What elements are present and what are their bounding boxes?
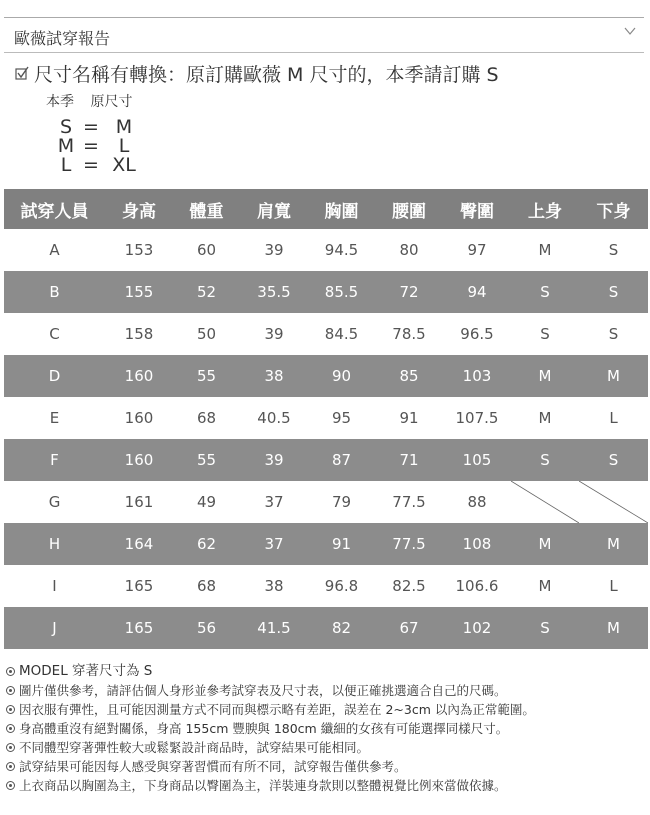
table-cell: 39: [240, 439, 308, 481]
table-cell: 37: [240, 523, 308, 565]
equals-sign: =: [83, 116, 99, 138]
chevron-down-icon[interactable]: [624, 24, 636, 40]
table-cell: 78.5: [392, 325, 426, 343]
table-cell: 107.5: [455, 409, 499, 427]
table-row: [4, 313, 648, 355]
current-size: S: [59, 116, 73, 138]
table-cell: 94: [443, 271, 511, 313]
table-cell: D: [4, 355, 105, 397]
notes-list: [6, 662, 535, 795]
table-cell: 158: [124, 325, 154, 343]
col-header-tester: 試穿人員: [4, 189, 105, 229]
conversion-map: [54, 118, 144, 175]
table-cell: 164: [105, 523, 173, 565]
table-cell: 77.5: [392, 493, 426, 511]
col-header-bust: 胸圍: [308, 189, 375, 229]
note-text: 圖片僅供參考，請評估個人身形並參考試穿表及尺寸表，以便正確挑選適合自己的尺碼。: [19, 683, 507, 698]
table-cell: 97: [467, 241, 487, 259]
bullet-icon: [6, 762, 15, 771]
size-change-notice: [14, 60, 499, 87]
table-cell: S: [540, 325, 550, 343]
conversion-row: [54, 156, 144, 175]
table-cell: M: [538, 577, 552, 595]
table-cell: 38: [240, 355, 308, 397]
table-cell: S: [608, 325, 619, 343]
empty-cell-slash: [579, 481, 648, 523]
col-header-bottom-size: 下身: [579, 189, 648, 229]
table-cell: 37: [264, 493, 284, 511]
table-cell: 67: [375, 607, 443, 649]
equals-sign: =: [83, 154, 99, 176]
report-header[interactable]: [4, 17, 644, 53]
table-cell: 38: [264, 577, 284, 595]
table-cell: 80: [399, 241, 419, 259]
note-text: 試穿結果可能因每人感受與穿著習慣而有所不同，試穿報告僅供參考。: [19, 759, 407, 774]
table-row: [4, 355, 648, 397]
table-cell: M: [511, 355, 579, 397]
table-cell: A: [49, 241, 60, 259]
table-cell: 160: [105, 355, 173, 397]
table-cell: S: [511, 439, 579, 481]
table-cell: 96.5: [460, 325, 494, 343]
table-cell: 49: [196, 493, 217, 511]
table-cell: 95: [331, 409, 352, 427]
col-header-waist: 腰圍: [375, 189, 443, 229]
table-cell: L: [609, 577, 618, 595]
table-cell: S: [511, 607, 579, 649]
col-header-hip: 臀圍: [443, 189, 511, 229]
table-cell: 108: [443, 523, 511, 565]
table-cell: M: [511, 523, 579, 565]
table-row: [4, 607, 648, 649]
current-size: L: [60, 154, 72, 176]
table-cell: 88: [467, 493, 487, 511]
col-header-shoulder: 肩寬: [240, 189, 308, 229]
table-cell: 50: [196, 325, 217, 343]
note-text: MODEL 穿著尺寸為 S: [19, 663, 153, 679]
table-cell: 55: [173, 355, 240, 397]
table-cell: M: [579, 355, 648, 397]
col-header-weight: 體重: [173, 189, 240, 229]
fitting-report-table: [4, 189, 648, 649]
table-cell: 39: [264, 241, 284, 259]
table-cell: 40.5: [257, 409, 291, 427]
bullet-icon: [6, 705, 15, 714]
table-cell: 161: [124, 493, 154, 511]
note-item: [6, 757, 535, 776]
table-row: [4, 439, 648, 481]
note-item: [6, 662, 535, 681]
table-cell: M: [538, 241, 552, 259]
table-cell: F: [4, 439, 105, 481]
note-item: [6, 681, 535, 700]
note-item: [6, 738, 535, 757]
col-header-top-size: 上身: [511, 189, 579, 229]
table-cell: E: [49, 409, 60, 427]
table-cell: 62: [173, 523, 240, 565]
note-item: [6, 700, 535, 719]
diagonal-line-icon: [511, 481, 579, 523]
original-size: M: [115, 116, 133, 138]
table-cell: 155: [105, 271, 173, 313]
bullet-icon: [6, 667, 15, 676]
col-header-height: 身高: [105, 189, 173, 229]
table-cell: 55: [173, 439, 240, 481]
table-cell: C: [49, 325, 60, 343]
table-cell: 165: [124, 577, 154, 595]
table-cell: 90: [308, 355, 375, 397]
table-cell: 102: [443, 607, 511, 649]
table-cell: G: [48, 493, 61, 511]
conversion-col-current: 本季: [46, 94, 74, 110]
note-item: [6, 776, 535, 795]
table-cell: 94.5: [324, 241, 359, 259]
empty-cell-slash: [511, 481, 579, 523]
table-cell: 60: [196, 241, 217, 259]
bullet-icon: [6, 686, 15, 695]
table-cell: 105: [443, 439, 511, 481]
table-header-row: [4, 189, 648, 229]
table-cell: L: [609, 409, 618, 427]
table-cell: B: [4, 271, 105, 313]
diagonal-line-icon: [579, 481, 648, 523]
table-cell: 160: [105, 439, 173, 481]
current-size: M: [57, 135, 75, 157]
equals-sign: =: [83, 135, 99, 157]
table-cell: 91: [308, 523, 375, 565]
table-cell: M: [538, 409, 552, 427]
table-cell: 41.5: [240, 607, 308, 649]
conversion-header: [46, 91, 144, 111]
table-cell: 82.5: [392, 577, 426, 595]
table-row: [4, 229, 648, 271]
table-cell: 82: [308, 607, 375, 649]
table-cell: S: [579, 271, 648, 313]
table-row: [4, 523, 648, 565]
table-cell: S: [579, 439, 648, 481]
table-cell: 91: [399, 409, 419, 427]
table-row: [4, 481, 648, 523]
table-cell: 87: [308, 439, 375, 481]
table-cell: 103: [443, 355, 511, 397]
table-cell: H: [4, 523, 105, 565]
conversion-col-original: 原尺寸: [90, 94, 133, 110]
table-cell: S: [511, 271, 579, 313]
bullet-icon: [6, 781, 15, 790]
note-text: 上衣商品以胸圍為主，下身商品以臀圍為主，洋裝連身款則以整體視覺比例來當做依據。: [19, 778, 507, 793]
table-cell: 84.5: [324, 325, 359, 343]
table-cell: 79: [331, 493, 352, 511]
table-row: [4, 565, 648, 607]
table-cell: 96.8: [324, 577, 359, 595]
table-cell: 71: [375, 439, 443, 481]
table-cell: 77.5: [375, 523, 443, 565]
note-text: 因衣服有彈性，且可能因測量方式不同而與標示略有差距，誤差在 2~3cm 以內為正常範圍。: [19, 702, 535, 717]
table-cell: 85: [375, 355, 443, 397]
bullet-icon: [6, 743, 15, 752]
table-cell: S: [608, 241, 619, 259]
note-text: 身高體重沒有絕對關係，身高 155cm 豐腴與 180cm 纖細的女孩有可能選擇同樣尺寸。: [19, 721, 509, 736]
table-cell: M: [579, 607, 648, 649]
table-cell: 160: [124, 409, 154, 427]
report-title: 歐薇試穿報告: [14, 29, 111, 48]
bullet-icon: [6, 724, 15, 733]
original-size: L: [118, 135, 130, 157]
table-cell: 68: [196, 577, 217, 595]
table-cell: M: [579, 523, 648, 565]
checkbox-checked-icon: [14, 65, 34, 85]
table-cell: 68: [196, 409, 217, 427]
note-text: 不同體型穿著彈性較大或鬆緊設計商品時，試穿結果可能相同。: [19, 740, 370, 755]
table-cell: 56: [173, 607, 240, 649]
table-row: [4, 397, 648, 439]
table-row: [4, 271, 648, 313]
table-cell: 39: [264, 325, 284, 343]
table-cell: 52: [173, 271, 240, 313]
table-cell: J: [4, 607, 105, 649]
table-cell: I: [52, 577, 57, 595]
size-change-text: 尺寸名稱有轉換：原訂購歐薇 M 尺寸的，本季請訂購 S: [34, 64, 499, 86]
table-cell: 72: [375, 271, 443, 313]
original-size: XL: [112, 154, 136, 176]
table-cell: 106.6: [455, 577, 499, 595]
table-cell: 153: [124, 241, 154, 259]
table-cell: 35.5: [240, 271, 308, 313]
table-cell: 165: [105, 607, 173, 649]
table-cell: 85.5: [308, 271, 375, 313]
note-item: [6, 719, 535, 738]
